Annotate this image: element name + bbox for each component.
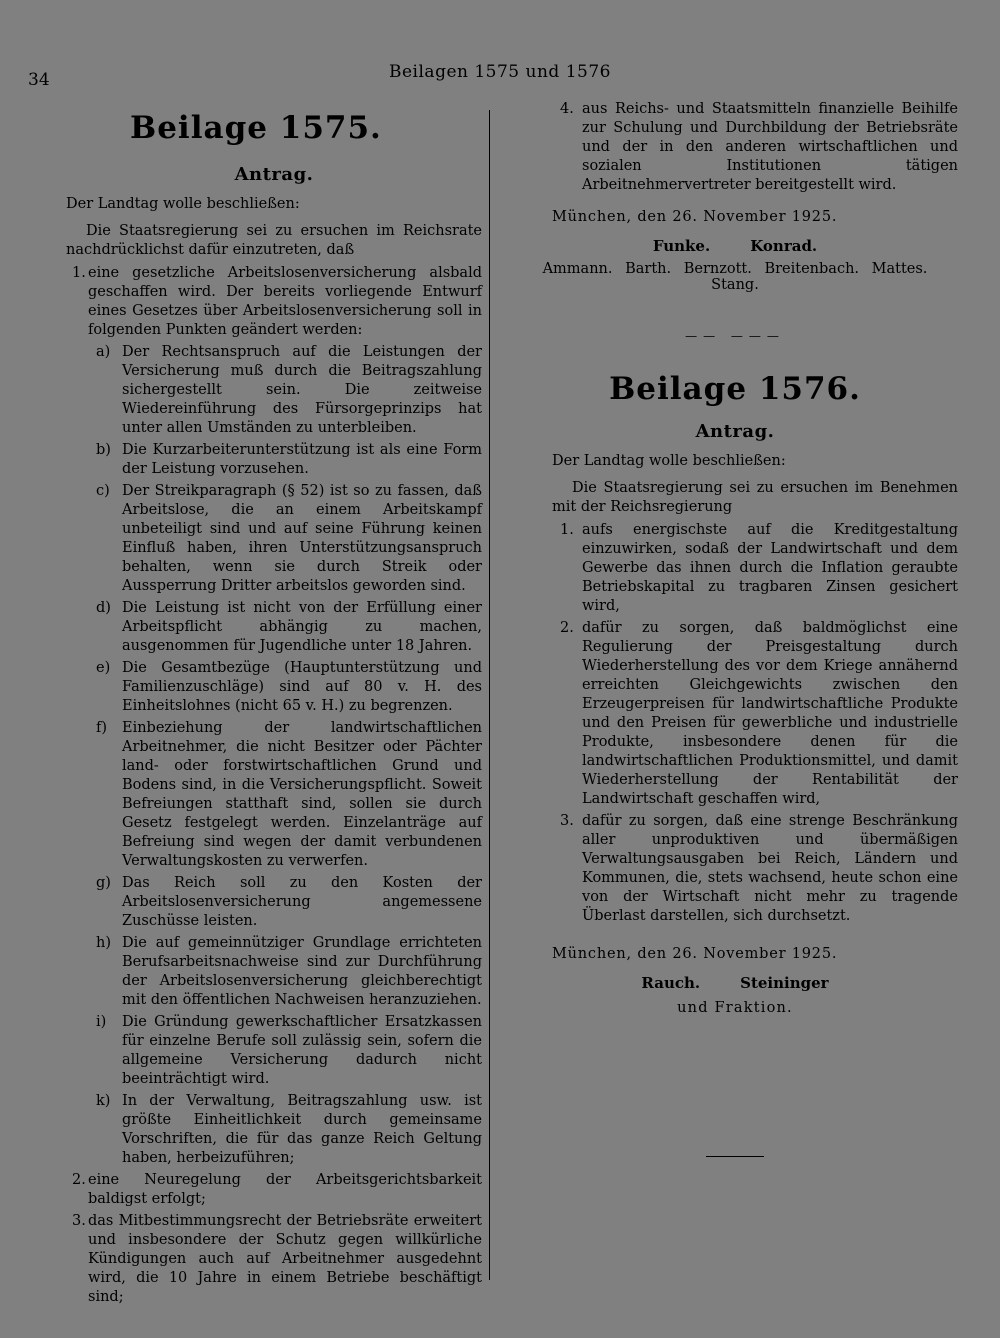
- signatures-main: [512, 237, 958, 255]
- item-number: 2.: [560, 620, 574, 636]
- sub-item-d: [66, 599, 482, 656]
- item-text: das Mitbestimmungsrecht der Betriebsräte erweitert und insbesondere der Schutz gegen willkürliche Kündigungen auch auf Arbeitnehmer ausgedehnt wird, die 10 Jahre in einem Betriebe beschäftigt sind;: [88, 1213, 482, 1305]
- signer: Rauch.: [641, 974, 701, 992]
- item-number: 2.: [72, 1172, 86, 1188]
- sub-text: Die auf gemeinnütziger Grundlage errichteten Berufsarbeitsnachweise sind zur Durchführung der Arbeitslosenversicherung gleichberechtigt mit den öffentlichen Nachweisen heranzuziehen.: [122, 935, 482, 1008]
- sub-text: Die Gründung gewerkschaftlicher Ersatzkassen für einzelne Berufe soll zulässig sein, sofern die allgemeine Versicherung dadurch nicht beeinträchtigt wird.: [122, 1014, 482, 1087]
- sub-text: Die Kurzarbeiterunterstützung ist als eine Form der Leistung vorzusehen.: [122, 442, 482, 477]
- list-item-1: [66, 264, 482, 340]
- item-number: 4.: [560, 101, 574, 117]
- section-separator: —— ———: [685, 329, 785, 343]
- sub-label: a): [96, 344, 111, 360]
- sub-label: h): [96, 935, 111, 951]
- sub-text: In der Verwaltung, Beitragszahlung usw. ist größte Einheitlichkeit durch gemeinsame Vorschriften, die für das ganze Reich Geltung haben, herbeizuführen;: [122, 1093, 482, 1166]
- sub-item-f: [66, 719, 482, 871]
- intro-text: Der Landtag wolle beschließen:: [552, 453, 786, 469]
- sub-item-e: [66, 659, 482, 716]
- item-number: 1.: [72, 265, 86, 281]
- place-date: München, den 26. November 1925.: [552, 946, 838, 962]
- list-item-3: [512, 812, 958, 926]
- list-item-3: [66, 1212, 482, 1307]
- signer: Breitenbach.: [764, 261, 860, 277]
- signer: Funke.: [652, 237, 711, 255]
- sub-item-h: [66, 934, 482, 1010]
- item-text: eine Neuregelung der Arbeitsgerichtsbarkeit baldigst erfolgt;: [88, 1172, 482, 1207]
- sub-text: Die Gesamtbezüge (Hauptunterstützung und Familienzuschläge) sind auf 80 v. H. des Einheitslohnes (nicht 65 v. H.) zu begrenzen.: [122, 660, 482, 714]
- lead-text: Die Staatsregierung sei zu ersuchen im Reichsrate nachdrücklichst dafür einzutreten, daß: [66, 223, 482, 258]
- right-column: [512, 100, 958, 1157]
- sub-item-g: [66, 874, 482, 931]
- sub-label: k): [96, 1093, 111, 1109]
- beilage-1575-title: Beilage 1575.: [130, 110, 382, 146]
- left-column: [66, 104, 482, 1310]
- list-item-1: [512, 521, 958, 616]
- place-date: München, den 26. November 1925.: [552, 209, 838, 225]
- sub-item-i: [66, 1013, 482, 1089]
- running-header: Beilagen 1575 und 1576: [389, 62, 611, 82]
- signatures-main: [512, 974, 958, 992]
- sub-text: Der Rechtsanspruch auf die Leistungen der Versicherung muß durch die Beitragszahlung sichergestellt sein. Die zeitweise Wiedereinführung des Fürsorgeprinzips hat unter allen Umständen zu unterbleiben.: [122, 344, 482, 436]
- lead-text: Die Staatsregierung sei zu ersuchen im Benehmen mit der Reichsregierung: [552, 480, 958, 515]
- item-number: 3.: [560, 813, 574, 829]
- sub-label: d): [96, 600, 111, 616]
- sub-label: f): [96, 720, 108, 736]
- beilage-1576-title: Beilage 1576.: [609, 371, 861, 407]
- signer: Konrad.: [750, 237, 818, 255]
- item-text: dafür zu sorgen, daß eine strenge Beschränkung aller unproduktiven und übermäßigen Verwaltungsausgaben bei Reich, Ländern und Kommunen, die, stets wachsend, heute schon eine von der Wirtschaft nicht mehr zu tragende Überlast darstellen, sich durchsetzt.: [582, 813, 958, 924]
- item-number: 3.: [72, 1213, 86, 1229]
- list-item-2: [512, 619, 958, 809]
- sub-label: i): [96, 1014, 107, 1030]
- signer: Steininger: [740, 974, 829, 992]
- page-number: 34: [28, 70, 50, 90]
- item-text: aufs energischste auf die Kreditgestaltung einzuwirken, sodaß der Landwirtschaft und dem Gewerbe das ihnen durch die Inflation geraubte Betriebskapital zu tragbaren Zinsen gesichert wird,: [582, 522, 958, 614]
- signer: Stang.: [711, 277, 759, 293]
- sub-label: g): [96, 875, 111, 891]
- signatures-others: [512, 261, 958, 293]
- antrag-heading: Antrag.: [695, 421, 775, 442]
- list-item-4: [512, 100, 958, 195]
- sub-item-c: [66, 482, 482, 596]
- sub-label: e): [96, 660, 111, 676]
- fraktion-text: und Fraktion.: [677, 1000, 793, 1016]
- sub-text: Die Leistung ist nicht von der Erfüllung einer Arbeitspflicht abhängig zu machen, ausgenommen für Jugendliche unter 18 Jahren.: [122, 600, 482, 654]
- item-text: dafür zu sorgen, daß baldmöglichst eine Regulierung der Preisgestaltung durch Wiederherstellung des vor dem Kriege annähernd erreichten Gleichgewichts zwischen den Erzeugerpreisen für landwirtschaftliche Produkte und den Preisen für gewerbliche und industrielle Produkte, insbesondere denen für die landwirtschaftlichen Produktionsmittel, und damit Wiederherstellung der Rentabilität der Landwirtschaft geschaffen wird,: [582, 620, 958, 807]
- sub-text: Einbeziehung der landwirtschaftlichen Arbeitnehmer, die nicht Besitzer oder Pächter land- oder forstwirtschaftlichen Grund und Bodens sind, in die Versicherungspflicht. Soweit Befreiungen statthaft sind, sollen sie durch Gesetz festgelegt werden. Einzelanträge auf Befreiung sind wegen der damit verbundenen Verwaltungskosten zu verwerfen.: [122, 720, 482, 869]
- item-number: 1.: [560, 522, 574, 538]
- end-rule: [706, 1156, 764, 1157]
- list-item-2: [66, 1171, 482, 1209]
- sub-item-b: [66, 441, 482, 479]
- sub-text: Der Streikparagraph (§ 52) ist so zu fassen, daß Arbeitslose, die an einem Arbeitskampf unbeteiligt sind und auf seine Führung keinen Einfluß haben, ihren Unterstützungsanspruch behalten, wenn sie durch Streik oder Aussperrung Dritter arbeitslos geworden sind.: [122, 483, 482, 594]
- signer: Ammann.: [542, 261, 613, 277]
- signer: Mattes.: [871, 261, 928, 277]
- antrag-heading: Antrag.: [234, 164, 314, 185]
- column-divider: [489, 110, 490, 1280]
- sub-label: b): [96, 442, 111, 458]
- item-text: eine gesetzliche Arbeitslosenversicherung alsbald geschaffen wird. Der bereits vorliegende Entwurf eines Gesetzes über Arbeitslosenversicherung soll in folgenden Punkten geändert werden:: [88, 265, 482, 338]
- sub-label: c): [96, 483, 110, 499]
- sub-item-a: [66, 343, 482, 438]
- sub-item-k: [66, 1092, 482, 1168]
- sub-text: Das Reich soll zu den Kosten der Arbeitslosenversicherung angemessene Zuschüsse leisten.: [122, 875, 482, 929]
- signer: Bernzott.: [683, 261, 752, 277]
- signer: Barth.: [625, 261, 672, 277]
- intro-text: Der Landtag wolle beschließen:: [66, 196, 300, 212]
- item-text: aus Reichs- und Staatsmitteln finanzielle Beihilfe zur Schulung und Durchbildung der Betriebsräte und der in den anderen wirtschaftlichen und sozialen Institutionen tätigen Arbeitnehmervertreter bereitgestellt wird.: [582, 101, 958, 193]
